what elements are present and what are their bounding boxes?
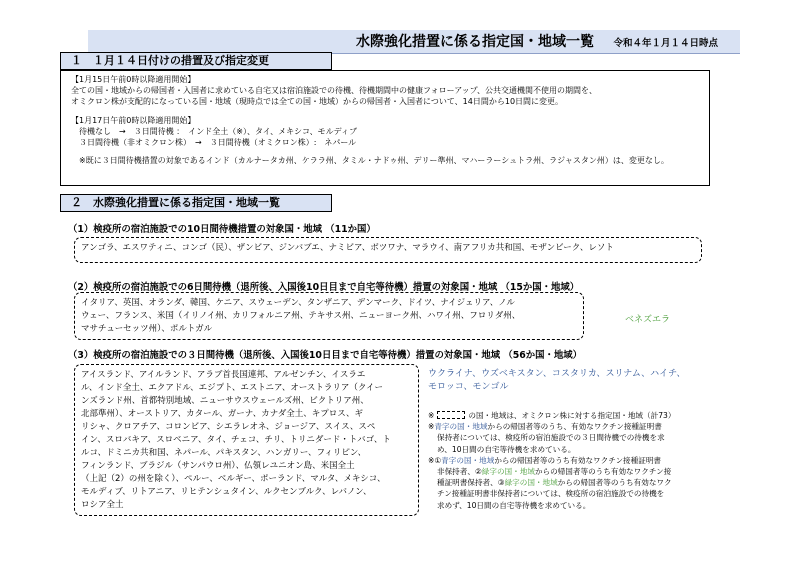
sub3-line: ルコ、ドミニカ共和国、ネパール、パキスタン、ハンガリー、フィリピン、 [81, 448, 367, 458]
note-3 [428, 455, 728, 466]
section1-box [60, 70, 710, 186]
sub3-line: モルディブ、リトアニア、リヒテンシュタイン、ルクセンブルク、レバノン、 [81, 487, 372, 497]
sub3-blue-countries [428, 368, 686, 394]
sub3-line: 北部準州）、オーストリア、カタール、ガーナ、カナダ全土、キプロス、ギ [81, 409, 364, 419]
note-text: 種証明書保持者、③ [437, 478, 505, 488]
note-text: からの帰国者等のうち有効なワクチン接 [534, 467, 672, 477]
sub3-line: リシャ、クロアチア、コロンビア、シエラレオネ、ジョージア、スイス、スペ [81, 422, 376, 432]
dashed-box-legend-icon [437, 411, 465, 419]
sub3-line: イン、スロバキア、スロベニア、タイ、チェコ、チリ、トリニダード・トバゴ、ト [81, 435, 391, 445]
as-of-date: 令和４年１月１４日時点 [613, 38, 718, 49]
note-text: からの帰国者等のうち有効なワク [557, 478, 672, 488]
note-2 [428, 421, 728, 432]
s1-line: ３日間待機（非オミクロン株） → ３日間待機（オミクロン株）: ネパール [71, 138, 357, 148]
note-green-text: 緑字の国・地域 [504, 478, 558, 488]
note-mark: ※ [428, 411, 435, 420]
s1-line: 【1月17日午前0時以降適用開始】 [71, 115, 196, 125]
note-3d: チン接種証明書非保持者については、検疫所の宿泊施設での待機を [437, 489, 665, 499]
sub1-countries: アンゴラ、エスワティニ、コンゴ（民）、ザンビア、ジンバブエ、ナミビア、ボツワナ、マラウイ、南アフリカ共和国、モザンビーク、レソト [81, 243, 614, 253]
blue-line: モロッコ、モンゴル [428, 382, 509, 392]
sub3-line: アイスランド、アイルランド、アラブ首長国連邦、アルゼンチン、イスラエ [81, 370, 366, 380]
note-blue-text: 青字の国・地域 [434, 422, 488, 432]
sub2-country-box [74, 292, 584, 340]
sub3-line: （上記（2）の州を除く）、ペルー、ベルギー、ポーランド、マルタ、メキシコ、 [81, 474, 386, 484]
note-text: 非保持者、② [437, 467, 482, 477]
page-title: 水際強化措置に係る指定国・地域一覧 [356, 34, 594, 50]
sub3-line: フィンランド、ブラジル（サンパウロ州）、仏領レユニオン島、米国全土 [81, 461, 355, 471]
note-blue-text: 青字の国・地域 [441, 455, 495, 465]
s1-line: 全ての国・地域からの帰国者・入国者に求めている自宅又は宿泊施設での待機、待機期間中の健康フォローアップ、公共交通機関不使用の期間を、 [71, 86, 597, 96]
s1-line: オミクロン株が支配的になっている国・地域（現時点では全ての国・地域）からの帰国者・入国者について、14日間から10日間に変更。 [71, 97, 564, 107]
sub3-line: ンズランド州、首都特別地域、ニューサウスウェールズ州、ビクトリア州、 [81, 396, 369, 406]
sub3-line: ル、インド全土、エクアドル、エジプト、エストニア、オーストラリア（クイー [81, 383, 384, 393]
title-bar [88, 30, 740, 54]
section2-number: ２ [71, 196, 82, 209]
sub3-country-box [74, 364, 419, 516]
s1-line: 待機なし → ３日間待機 ： インド全土（※）、タイ、メキシコ、モルディブ [71, 126, 358, 136]
sub3-heading: （3）検疫所の宿泊施設での３日間待機（退所後、入国後10日目まで自宅等待機）措置の対象国・地域 （56か国・地域） [68, 350, 583, 361]
note-3e: 求めず、10日間の自宅等待機を求めている。 [437, 500, 591, 510]
note-2c: め、10日間の自宅等待機を求めている。 [437, 444, 576, 454]
section1-title: １月１４日付けの措置及び指定変更 [93, 54, 269, 67]
sub2-line: マサチューセッツ州）、ポルトガル [81, 324, 213, 334]
note-text: からの帰国者等のうち、有効なワクチン接種証明書 [487, 422, 662, 432]
note-3c [428, 477, 728, 488]
note-1 [428, 410, 728, 421]
notes [428, 410, 728, 511]
sub1-heading: （1）検疫所の宿泊施設での10日間待機措置の対象国・地域 （11か国） [68, 224, 376, 235]
sub2-line: イタリア、英国、オランダ、韓国、ケニア、スウェーデン、タンザニア、デンマーク、ドイツ、ナイジェリア、ノル [81, 298, 515, 308]
sub2-line: ウェー、フランス、米国（イリノイ州、カリフォルニア州、テキサス州、ニューヨーク州、ハワイ州、フロリダ州、 [81, 311, 521, 321]
note-green-text: 緑字の国・地域 [481, 467, 535, 477]
sub1-country-box [74, 237, 702, 263]
note-2b: 保持者については、検疫所の宿泊施設での３日間待機での待機を求 [437, 433, 665, 443]
note-mark: ※① [428, 455, 442, 465]
note-mark: ※ [428, 422, 435, 432]
sub2-heading: （2）検疫所の宿泊施設での6日間待機（退所後、入国後10日目まで自宅等待機）措置の対象国・地域 （15か国・地域） [68, 282, 580, 293]
s1-line: ※既に３日間待機措置の対象であるインド（カルナータカ州、ケララ州、タミル・ナドゥ州、デリー準州、マハーラーシュトラ州、ラジャスタン州）は、変更なし。 [71, 156, 669, 166]
note-3b [428, 466, 728, 477]
note-text: からの帰国者等のうち有効なワクチン接種証明書 [494, 455, 662, 465]
section1-number: １ [71, 54, 82, 67]
section2-heading [60, 194, 332, 212]
blue-line: ウクライナ、ウズベキスタン、コスタリカ、スリナム、ハイチ、 [428, 369, 686, 379]
sub2-green-country: ベネズエラ [625, 315, 671, 325]
note-text: の国・地域は、オミクロン株に対する指定国・地域（計73） [468, 411, 676, 420]
s1-line: 【1月15日午前0時以降適用開始】 [71, 75, 196, 84]
sub3-line: ロシア全土 [81, 500, 124, 510]
section1-heading [60, 52, 332, 70]
section2-title: 水際強化措置に係る指定国・地域一覧 [93, 196, 280, 209]
